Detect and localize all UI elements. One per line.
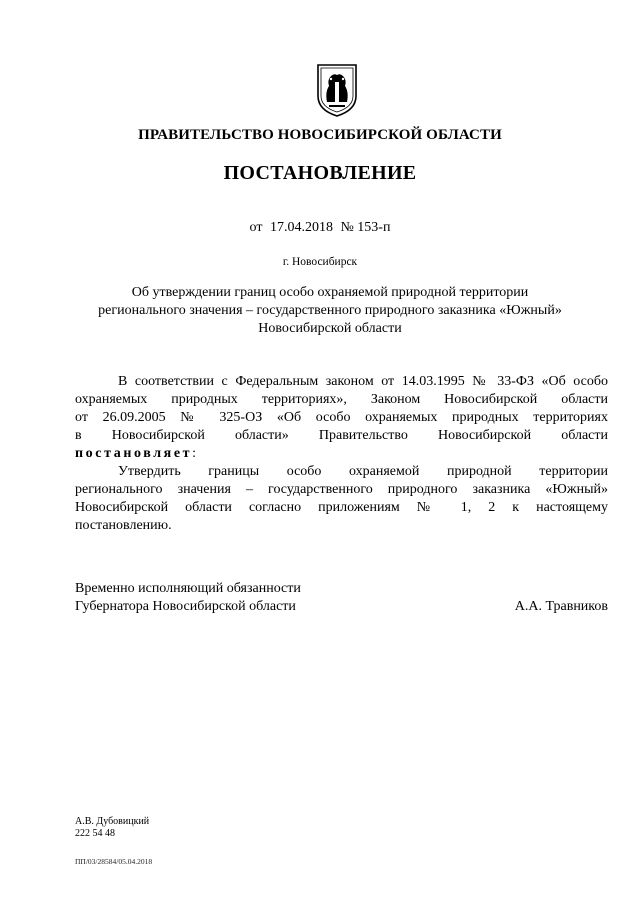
coat-of-arms-emblem — [315, 62, 359, 118]
executor-info — [75, 816, 149, 840]
organization-title: ПРАВИТЕЛЬСТВО НОВОСИБИРСКОЙ ОБЛАСТИ — [138, 127, 502, 143]
body-line: от 26.09.2005 № 325-ОЗ «Об особо охраняемых природных территориях — [75, 410, 608, 425]
document-code: ПП/03/28584/05.04.2018 — [75, 857, 153, 866]
document-body — [75, 373, 608, 535]
document-type-title: ПОСТАНОВЛЕНИЕ — [223, 162, 417, 184]
date-prefix: от — [249, 220, 263, 235]
executor-name: А.В. Дубовицкий — [75, 816, 150, 827]
decree-word: постановляет — [75, 446, 193, 461]
document-subject — [60, 284, 600, 338]
body-line: постановлению. — [75, 518, 172, 533]
signatory-name: А.А. Травников — [514, 599, 608, 614]
body-line: Утвердить границы особо охраняемой природной территории — [118, 464, 608, 479]
executor-phone: 222 54 48 — [75, 828, 115, 839]
signatory-position: Губернатора Новосибирской области — [75, 599, 296, 614]
subject-line: Об утверждении границ особо охраняемой природной территории — [131, 285, 529, 300]
body-line: регионального значения – государственного природного заказника «Южный» — [75, 482, 608, 497]
subject-line: Новосибирской области — [258, 321, 402, 336]
document-number: № 153-п — [340, 220, 391, 235]
body-line: в Новосибирской области» Правительство Новосибирской области — [75, 428, 608, 443]
decree-colon: : — [192, 446, 197, 461]
decree-line — [75, 445, 608, 463]
body-line: охраняемых природных территориях», Законом Новосибирской области — [75, 392, 608, 407]
body-line: Новосибирской области согласно приложениям № 1, 2 к настоящему — [75, 500, 608, 515]
date-number-line — [0, 220, 640, 236]
city-line: г. Новосибирск — [282, 256, 358, 268]
signatory-position: Временно исполняющий обязанности — [75, 581, 301, 596]
document-date: 17.04.2018 — [269, 220, 333, 235]
subject-line: регионального значения – государственного природного заказника «Южный» — [98, 303, 562, 318]
signature-block — [75, 580, 608, 616]
body-line: В соответствии с Федеральным законом от 14.03.1995 № 33-ФЗ «Об особо — [118, 374, 608, 389]
